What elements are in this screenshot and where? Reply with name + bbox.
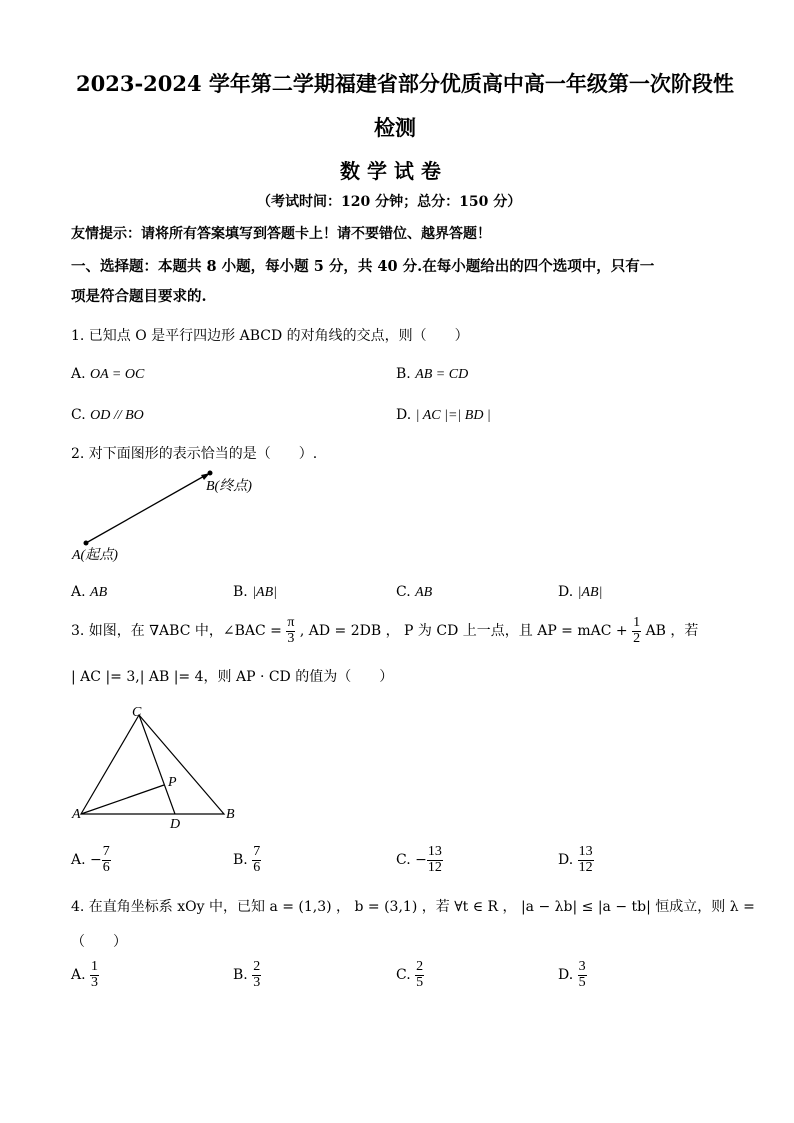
fraction-denominator: 5 [416,974,424,990]
q3-option-d-letter: D. [558,852,574,869]
q3-option-a-fraction [102,845,111,875]
q3-option-a-sign: − [90,852,102,869]
fraction-numerator: 7 [253,844,261,859]
fraction-numerator: 1 [633,615,641,630]
q4-option-a-fraction [90,960,99,990]
q4-stem-line2: （ ） [71,934,127,950]
q3-stem-line2: | AC |= 3,| AB |= 4，则 AP · CD 的值为（ ） [71,669,394,685]
fraction-denominator: 5 [578,974,586,990]
q3-option-b [233,845,261,875]
q1-option-c [71,407,144,424]
q4-option-c [396,960,424,990]
q3-option-b-letter: B. [233,852,248,869]
q4-option-d-letter: D. [558,967,574,984]
q3-stem-line1 [71,616,698,646]
q2-option-c-text: AB [415,585,433,600]
vertex-b-label: B [226,807,235,822]
fraction-numerator: 13 [427,844,442,859]
q3-triangle-figure [60,696,260,836]
q1-option-c-text: OD // BO [90,408,144,423]
q2-vector-figure [60,462,280,567]
q4-option-a-letter: A. [71,967,86,984]
q3-option-b-fraction [252,845,261,875]
q4-option-d-fraction [578,960,587,990]
q2-option-a-letter: A. [71,584,86,600]
fraction-numerator: 1 [91,959,99,974]
segment-cd [139,715,175,814]
fraction-numerator: π [287,615,295,630]
q4-option-c-fraction [415,960,424,990]
fraction-denominator: 12 [578,859,593,875]
q3-stem-part3: AB ，若 [645,623,699,640]
q4-option-d [558,960,587,990]
q2-option-a-text: AB [90,585,108,600]
label-b-end: B(终点) [206,479,252,494]
fraction-numerator: 2 [253,959,261,974]
fraction-numerator: 7 [102,844,110,859]
point-p-label: P [168,775,177,790]
fraction-denominator: 2 [633,630,641,646]
q3-option-d-fraction [578,845,594,875]
q3-option-c-sign: − [415,852,427,869]
q3-stem-part2: , AD = 2DB ， P 为 CD 上一点，且 AP = mAC + [299,623,628,640]
exam-info: （考试时间：120 分钟；总分：150 分） [257,194,522,210]
q4-option-b-letter: B. [233,967,248,984]
fraction-denominator: 3 [91,974,99,990]
exam-title-line2: 检测 [374,115,416,140]
label-a-start: A(起点) [72,548,118,563]
q1-option-d [396,407,491,424]
q2-option-c-letter: C. [396,584,411,600]
q2-option-d-text: |AB| [577,585,603,600]
triangle-abc [81,715,224,814]
fraction-denominator: 3 [253,974,261,990]
q3-coef-fraction [632,616,641,646]
q1-option-a-letter: A. [71,366,86,382]
fraction-numerator: 2 [416,959,424,974]
vector-line [86,475,206,543]
q1-option-d-letter: D. [396,407,412,423]
q2-option-b [233,584,277,601]
q2-option-d-letter: D. [558,584,574,600]
end-point [208,471,213,476]
q4-stem-line1: 4. 在直角坐标系 xOy 中，已知 a = (1,3) ， b = (3,1) ，若 ∀t ∈ R ， |a − λb| ≤ |a − tb| 恒成立，则 λ = [71,899,755,915]
q1-stem: 1. 已知点 O 是平行四边形 ABCD 的对角线的交点，则（ ） [71,328,469,344]
q1-option-c-letter: C. [71,407,86,423]
fraction-denominator: 6 [102,859,110,875]
fraction-denominator: 3 [287,630,295,646]
vertex-c-label: C [132,705,142,720]
q3-option-c [396,845,443,875]
q2-option-b-letter: B. [233,584,248,600]
q3-stem-part1: 3. 如图，在 ∇ABC 中，∠BAC = [71,623,282,640]
q1-option-b [396,366,468,383]
vertex-a-label: A [72,807,81,822]
q1-option-b-letter: B. [396,366,411,382]
q4-option-b-fraction [252,960,261,990]
section-heading-line2: 项是符合题目要求的. [71,288,207,305]
q1-option-b-text: AB = CD [415,367,469,382]
q4-option-b [233,960,261,990]
segment-ap [81,785,164,814]
q2-option-b-text: |AB| [252,585,278,600]
q4-option-c-letter: C. [396,967,411,984]
fraction-denominator: 12 [427,859,442,875]
q3-option-a [71,845,111,875]
q2-option-c [396,584,432,601]
q3-option-a-letter: A. [71,852,86,869]
q1-option-a-text: OA = OC [90,367,145,382]
q3-option-c-letter: C. [396,852,411,869]
q1-option-a [71,366,144,383]
q1-option-d-text: | AC |=| BD | [415,408,491,423]
q2-option-a [71,584,107,601]
q3-option-c-fraction [427,845,443,875]
notice: 友情提示：请将所有答案填写到答题卡上！请不要错位、越界答题！ [71,226,491,242]
subject-title: 数 学 试 卷 [340,159,441,183]
exam-title-line1: 2023-2024 学年第二学期福建省部分优质高中高一年级第一次阶段性 [76,71,734,96]
start-point [84,541,89,546]
section-heading-line1: 一、选择题：本题共 8 小题，每小题 5 分，共 40 分.在每小题给出的四个选项中，只有一 [71,258,655,275]
fraction-numerator: 3 [578,959,586,974]
q3-option-d [558,845,594,875]
q2-option-d [558,584,602,601]
q4-option-a [71,960,99,990]
point-d-label: D [170,817,181,832]
fraction-numerator: 13 [578,844,593,859]
q3-angle-fraction [286,616,295,646]
q2-stem: 2. 对下面图形的表示恰当的是（ ）. [71,446,318,462]
fraction-denominator: 6 [253,859,261,875]
